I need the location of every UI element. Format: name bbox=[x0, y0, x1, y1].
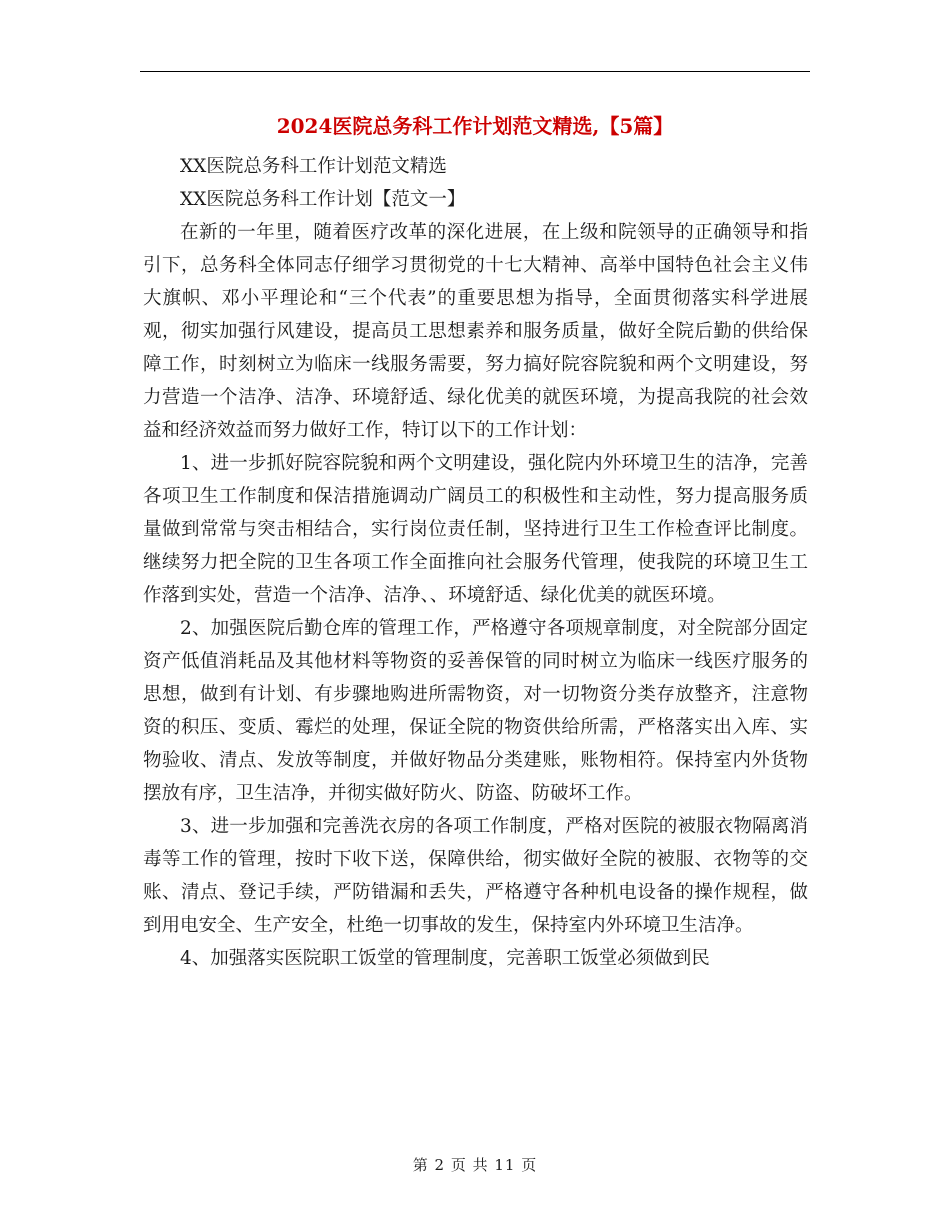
paragraph-item-1: 1、进一步抓好院容院貌和两个文明建设，强化院内外环境卫生的洁净，完善各项卫生工作制度和保洁措施调动广阔员工的积极性和主动性，努力提高服务质量做到常常与突击相结合，实行岗位责任制，坚持进行卫生工作检查评比制度。继续努力把全院的卫生各项工作全面推向社会服务代管理，使我院的环境卫生工作落到实处，营造一个洁净、洁净、、环境舒适、绿化优美的就医环境。 bbox=[143, 453, 808, 606]
section-heading: XX医院总务科工作计划【范文一】 bbox=[180, 189, 466, 210]
subtitle-line: XX医院总务科工作计划范文精选 bbox=[180, 156, 447, 177]
document-body bbox=[143, 150, 808, 975]
paragraph-item-4: 4、加强落实医院职工饭堂的管理制度，完善职工饭堂必须做到民 bbox=[180, 948, 710, 969]
document-title: 2024医院总务科工作计划范文精选,【5篇】 bbox=[276, 114, 674, 138]
header-rule bbox=[140, 71, 810, 72]
page-number-footer: 第 2 页 共 11 页 bbox=[412, 1156, 538, 1174]
paragraph-item-3: 3、进一步加强和完善洗衣房的各项工作制度，严格对医院的被服衣物隔离消毒等工作的管理，按时下收下送，保障供给，彻实做好全院的被服、衣物等的交账、清点、登记手续，严防错漏和丢失，严格遵守各种机电设备的操作规程，做到用电安全、生产安全，杜绝一切事故的发生，保持室内外环境卫生洁净。 bbox=[143, 816, 808, 936]
intro-paragraph: 在新的一年里，随着医疗改革的深化进展，在上级和院领导的正确领导和指引下，总务科全体同志仔细学习贯彻党的十七大精神、高举中国特色社会主义伟大旗帜、邓小平理论和“三个代表”的重要思想为指导，全面贯彻落实科学进展观，彻实加强行风建设，提高员工思想素养和服务质量，做好全院后勤的供给保障工作，时刻树立为临床一线服务需要，努力搞好院容院貌和两个文明建设，努力营造一个洁净、洁净、环境舒适、绿化优美的就医环境，为提高我院的社会效益和经济效益而努力做好工作，特订以下的工作计划： bbox=[143, 222, 808, 441]
paragraph-item-2: 2、加强医院后勤仓库的管理工作，严格遵守各项规章制度，对全院部分固定资产低值消耗品及其他材料等物资的妥善保管的同时树立为临床一线医疗服务的思想，做到有计划、有步骤地购进所需物资，对一切物资分类存放整齐，注意物资的积压、变质、霉烂的处理，保证全院的物资供给所需，严格落实出入库、实物验收、清点、发放等制度，并做好物品分类建账，账物相符。保持室内外货物摆放有序，卫生洁净，并彻实做好防火、防盗、防破坏工作。 bbox=[143, 618, 808, 804]
